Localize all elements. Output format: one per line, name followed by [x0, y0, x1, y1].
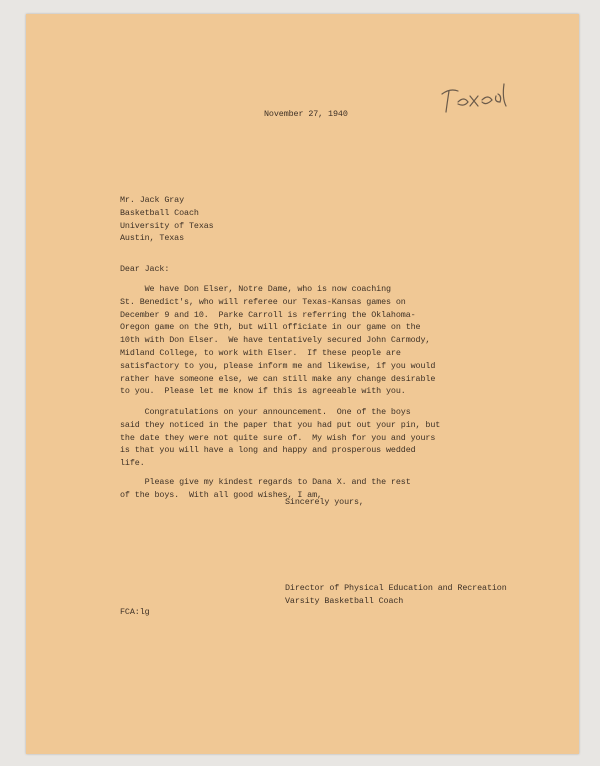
paragraph-line: satisfactory to you, please inform me and likewise, if you would [120, 360, 436, 371]
paragraph-line: said they noticed in the paper that you had put out your pin, but [120, 419, 441, 430]
letter-page [26, 14, 579, 754]
paragraph-line: December 9 and 10. Parke Carroll is referring the Oklahoma- [120, 309, 416, 320]
recipient-title: Basketball Coach [120, 207, 199, 218]
paragraph-line: Oregon game on the 9th, but will officiate in our game on the [120, 322, 421, 333]
letter-date: November 27, 1940 [264, 109, 348, 119]
signature-title: Director of Physical Education and Recreation [285, 583, 507, 593]
handwritten-texas-annotation [438, 74, 518, 120]
body-paragraph-2 [120, 406, 440, 470]
typist-initials: FCA:lg [120, 607, 150, 617]
paragraph-line: Midland College, to work with Elser. If these people are [120, 347, 401, 358]
handwritten-note-icon [438, 74, 518, 120]
paragraph-line: Congratulations on your announcement. One of the boys [120, 407, 411, 417]
recipient-address [120, 194, 214, 245]
signature-block [285, 582, 507, 608]
paragraph-line: is that you will have a long and happy and prosperous wedded [120, 445, 416, 456]
paragraph-line: rather have someone else, we can still make any change desirable [120, 373, 436, 384]
body-paragraph-3 [120, 476, 411, 502]
salutation: Dear Jack: [120, 264, 170, 274]
paragraph-line: 10th with Don Elser. We have tentatively secured John Carmody, [120, 335, 431, 346]
recipient-institution: University of Texas [120, 220, 214, 231]
paragraph-line: the date they were not quite sure of. My wish for you and yours [120, 432, 436, 443]
paragraph-line: Please give my kindest regards to Dana X. and the rest [120, 477, 411, 487]
paragraph-line: life. [120, 458, 145, 469]
recipient-city: Austin, Texas [120, 233, 185, 244]
closing: Sincerely yours, [285, 497, 364, 507]
paragraph-line: of the boys. With all good wishes, I am, [120, 489, 322, 500]
recipient-name: Mr. Jack Gray [120, 195, 185, 205]
signature-subtitle: Varsity Basketball Coach [285, 595, 404, 606]
paragraph-line: St. Benedict's, who will referee our Texas-Kansas games on [120, 296, 406, 307]
body-paragraph-1 [120, 283, 435, 398]
paragraph-line: to you. Please let me know if this is agreeable with you. [120, 386, 406, 397]
paragraph-line: We have Don Elser, Notre Dame, who is now coaching [120, 284, 391, 294]
